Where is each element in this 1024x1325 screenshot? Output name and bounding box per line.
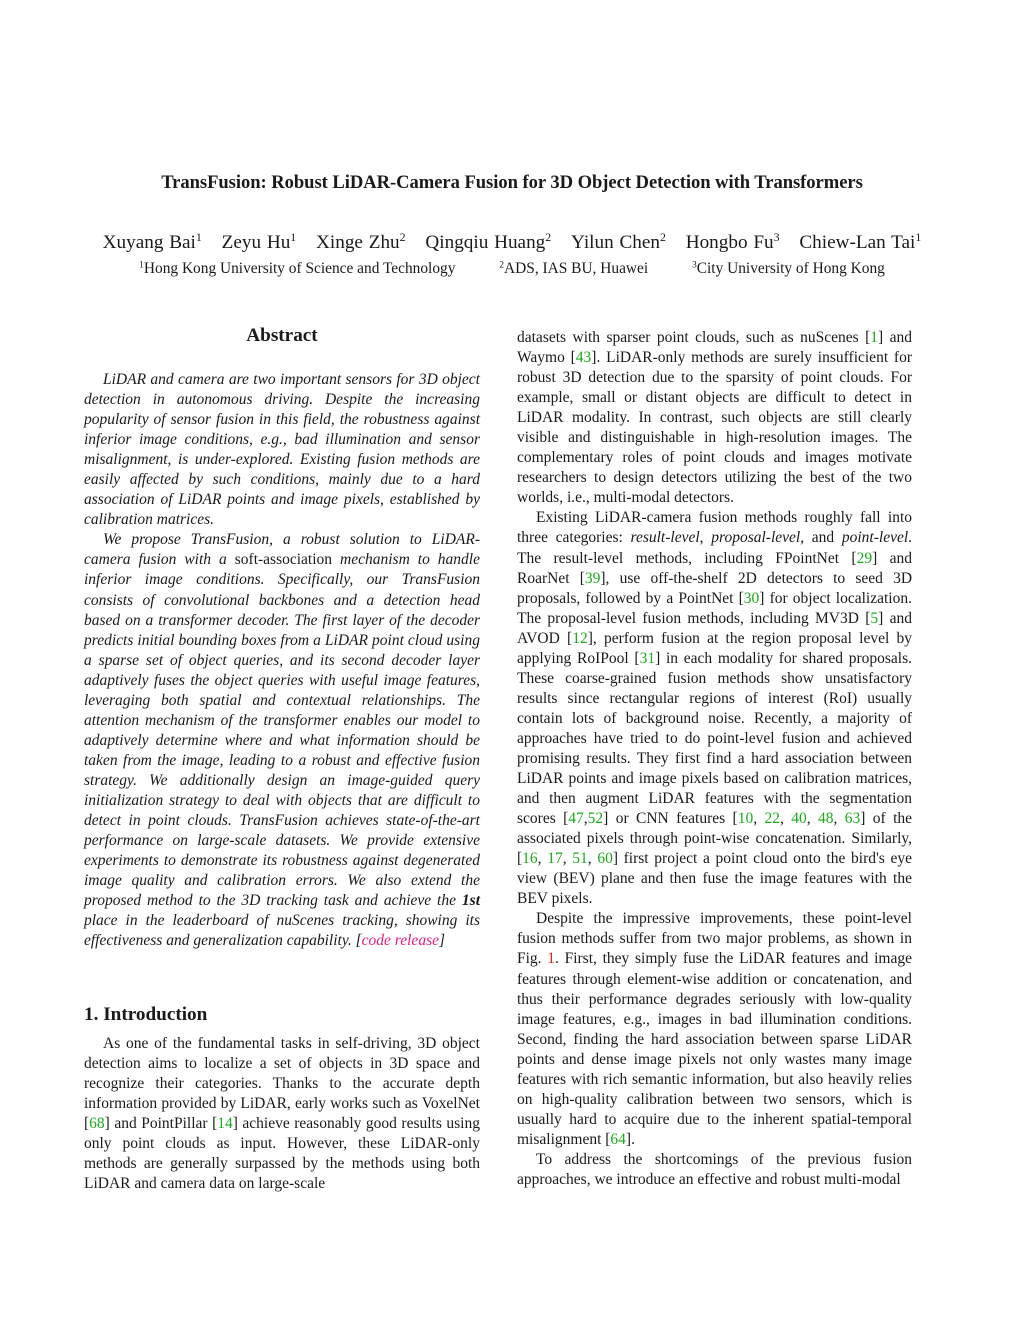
citation-link[interactable]: 48 (818, 810, 834, 828)
author: Xuyang Bai$^1$ (102, 229, 202, 253)
citation-link[interactable]: 10 (737, 810, 754, 828)
right-column (517, 328, 912, 1190)
affiliation: $^1$Hong Kong University of Science and Technology (139, 259, 456, 277)
citation-link[interactable]: 22 (764, 810, 780, 828)
citation-link[interactable]: 17 (547, 850, 563, 868)
author-list (0, 229, 1024, 254)
citation-link[interactable]: 40 (791, 810, 807, 828)
citation-link[interactable]: 30 (743, 589, 760, 607)
section-heading-introduction: 1. Introduction (84, 1004, 208, 1025)
intro-body (84, 1034, 480, 1194)
citation-link[interactable]: 47 (568, 810, 584, 828)
citation-link[interactable]: 52 (587, 810, 604, 828)
code-release-link[interactable]: code release (361, 932, 439, 950)
affiliation-list (0, 260, 1024, 278)
body-paragraph: Despite the impressive improvements, these point-level fusion methods suffer from two major problems, as shown in Fig. 1. First, they simply fuse the LiDAR features and image features through element-wise addition or concatenation, and thus their performance degrades seriously with low-quality image features, e.g., images in bad illumination conditions. Second, finding the hard association between sparse LiDAR points and dense image pixels not only wastes many image features with rich semantic information, but also heavily relies on high-quality calibration between two sensors, which is usually hard to acquire due to the inherent spatial-temporal misalignment [64]. (517, 910, 912, 1148)
citation-link[interactable]: 31 (639, 649, 656, 667)
author: Zeyu Hu$^1$ (221, 229, 297, 253)
author: Chiew-Lan Tai$^1$ (799, 229, 922, 253)
citation-link[interactable]: 68 (89, 1115, 105, 1133)
abstract-paragraph: LiDAR and camera are two important sensors for 3D object detection in autonomous driving. Despite the increasing popularity of sensor fusion in this field, the robustness against inferior image conditions, e.g., bad illumination and sensor misalignment, is under-explored. Existing fusion methods are easily affected by such conditions, mainly due to a hard association of LiDAR points and image pixels, established by calibration matrices. (84, 371, 480, 529)
figure-ref-link[interactable]: 1 (547, 950, 556, 968)
author: Yilun Chen$^2$ (571, 229, 666, 253)
citation-link[interactable]: 1 (870, 329, 879, 346)
author: Qingqiu Huang$^2$ (425, 229, 552, 253)
body-paragraph: To address the shortcomings of the previous fusion approaches, we introduce an effective and robust multi-modal (517, 1150, 912, 1188)
citation-link[interactable]: 63 (844, 810, 861, 828)
citation-link[interactable]: 51 (572, 850, 588, 868)
affiliation: $^3$City University of Hong Kong (691, 259, 885, 277)
body-paragraph: datasets with sparser point clouds, such as nuScenes [1] and Waymo [43]. LiDAR-only methods are surely insufficient for robust 3D detection due to the sparsity of point clouds. For example, small or distant objects are difficult to detect in LiDAR modality. In contrast, such objects are still clearly visible and distinguishable in high-resolution images. The complementary roles of point clouds and images motivate researchers to design detectors utilizing the best of the two worlds, i.e., multi-modal detectors. (517, 329, 912, 507)
citation-link[interactable]: 5 (870, 609, 879, 627)
citation-link[interactable]: 14 (217, 1115, 233, 1133)
abstract-heading: Abstract (246, 325, 318, 346)
citation-link[interactable]: 60 (597, 850, 613, 868)
affiliation: $^2$ADS, IAS BU, Huawei (499, 259, 649, 277)
citation-link[interactable]: 12 (572, 629, 588, 647)
citation-link[interactable]: 29 (856, 549, 873, 567)
author: Xinge Zhu$^2$ (316, 229, 406, 253)
intro-paragraph: As one of the fundamental tasks in self-driving, 3D object detection aims to localize a set of objects in 3D space and recognize their categories. Thanks to the accurate depth information provided by LiDAR, early works such as VoxelNet [68] and PointPillar [14] achieve reasonably good results using only point clouds as input. However, these LiDAR-only methods are generally surpassed by the methods using both LiDAR and camera data on large-scale (84, 1035, 480, 1193)
citation-link[interactable]: 64 (610, 1130, 626, 1148)
paper-title: TransFusion: Robust LiDAR-Camera Fusion for 3D Object Detection with Transformers (161, 172, 863, 193)
body-paragraph: Existing LiDAR-camera fusion methods roughly fall into three categories: result-level, proposal-level, and point-level. The result-level methods, including FPointNet [29] and RoarNet [39], use off-the-shelf 2D detectors to seed 3D proposals, followed by a PointNet [30] for object localization. The proposal-level fusion methods, including MV3D [5] and AVOD [12], perform fusion at the region proposal level by applying RoIPool [31] in each modality for shared proposals. These coarse-grained fusion methods show unsatisfactory results since rectangular regions of interest (RoI) usually contain lots of background noise. Recently, a majority of approaches have tried to do point-level fusion and achieved promising results. They first find a hard association between LiDAR points and image pixels based on calibration matrices, and then augment LiDAR features with the segmentation scores [47,52] or CNN features [10, 22, 40, 48, 63] of the associated pixels through point-wise concatenation. Similarly, [16, 17, 51, 60] first project a point cloud onto the bird's eye view (BEV) plane and then fuse the image features with the BEV pixels. (517, 509, 913, 908)
abstract-paragraph: We propose TransFusion, a robust solution to LiDAR-camera fusion with a soft-association mechanism to handle inferior image conditions. Specifically, our TransFusion consists of convolutional backbones and a detection head based on a transformer decoder. The first layer of the decoder predicts initial bounding boxes from a LiDAR point cloud using a sparse set of object queries, and its second decoder layer adaptively fuses the object queries with useful image features, leveraging both spatial and contextual relationships. The attention mechanism of the transformer enables our model to adaptively determine where and what information should be taken from the image, leading to a robust and effective fusion strategy. We additionally design an image-guided query initialization strategy to deal with objects that are difficult to detect in point clouds. TransFusion achieves state-of-the-art performance on large-scale datasets. We provide extensive experiments to demonstrate its robustness against degenerated image quality and calibration errors. We also extend the proposed method to the 3D tracking task and achieve the 1st place in the leaderboard of nuScenes tracking, showing its effectiveness and generalization capability. [code release] (84, 531, 480, 950)
abstract-body (84, 370, 480, 951)
citation-link[interactable]: 39 (584, 569, 601, 587)
author: Hongbo Fu$^3$ (685, 229, 780, 253)
citation-link[interactable]: 43 (575, 349, 592, 367)
citation-link[interactable]: 16 (522, 850, 538, 868)
